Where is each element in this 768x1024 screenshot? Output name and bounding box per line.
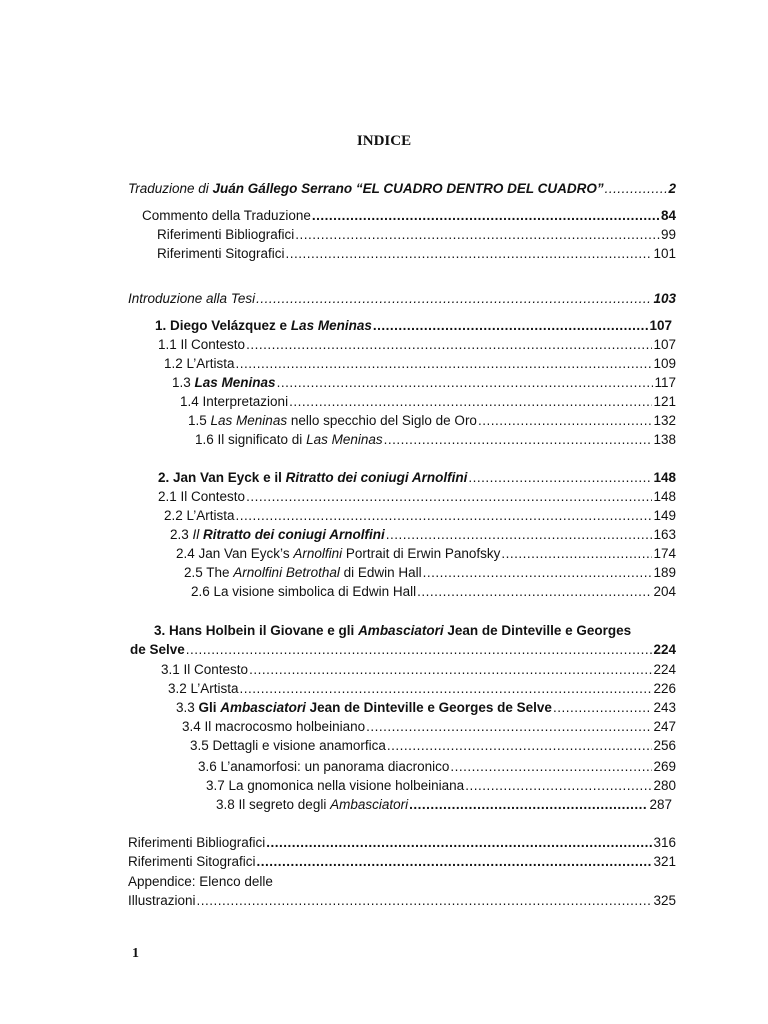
toc-entry-3-2[interactable] <box>168 680 676 698</box>
toc-entry-2-1[interactable] <box>158 488 676 506</box>
page-number: 1 <box>132 946 139 961</box>
toc-label: 3.1 Il Contesto <box>161 662 249 677</box>
toc-page: 148 <box>653 470 676 485</box>
toc-label-author: Juán Gállego Serrano <box>212 181 353 196</box>
toc-label: Riferimenti Sitografici <box>128 854 256 869</box>
dot-leader <box>373 317 649 335</box>
toc-label: 1.5 <box>188 413 211 428</box>
toc-label-rest: nello specchio del Siglo de Oro <box>287 413 477 428</box>
toc-entry-3-1[interactable] <box>161 661 676 679</box>
toc-page: 103 <box>653 291 676 306</box>
toc-label-work: “EL CUADRO DENTRO DEL CUADRO” <box>352 181 604 196</box>
toc-label: 2.4 Jan Van Eyck’s <box>176 546 294 561</box>
toc-entry-riferimenti-sitografici-finali[interactable] <box>128 853 676 871</box>
dot-leader <box>256 290 652 308</box>
toc-label: Riferimenti Bibliografici <box>128 835 266 850</box>
toc-label: 1.2 L’Artista <box>164 356 235 371</box>
toc-label-title: Las Meninas <box>290 318 372 333</box>
toc-label: 3.6 L’anamorfosi: un panorama diacronico <box>198 759 450 774</box>
toc-page: 287 <box>649 797 672 812</box>
toc-page: 243 <box>653 700 676 715</box>
toc-page: 226 <box>653 681 676 696</box>
toc-page: 107 <box>649 318 672 333</box>
toc-label-article: Gli <box>198 700 221 715</box>
dot-leader <box>286 245 653 263</box>
toc-label: de Selve <box>130 642 185 657</box>
dot-leader <box>450 758 652 776</box>
toc-page: 189 <box>653 565 676 580</box>
dot-leader <box>246 488 652 506</box>
toc-page: 148 <box>653 489 676 504</box>
toc-page: 84 <box>660 208 676 223</box>
toc-label: 3.4 Il macrocosmo holbeiniano <box>182 719 366 734</box>
toc-label-rest: Jean de Dinteville e Georges de Selve <box>305 700 552 715</box>
toc-entry-introduzione[interactable] <box>128 290 676 308</box>
toc-page: 138 <box>653 432 676 447</box>
toc-label-title: Las Meninas <box>210 413 288 428</box>
toc-chapter-2[interactable] <box>158 469 676 487</box>
toc-label: 2.3 <box>170 527 193 542</box>
toc-page: 325 <box>653 893 676 908</box>
toc-entry-3-5[interactable] <box>190 737 676 755</box>
toc-page: 109 <box>653 356 676 371</box>
toc-entry-2-2[interactable] <box>164 507 676 525</box>
toc-entry-appendice-line1[interactable]: Appendice: Elenco delle <box>128 874 273 889</box>
toc-label-article: Il <box>192 527 204 542</box>
toc-label-title: Ambasciatori <box>330 797 409 812</box>
dot-leader <box>409 796 648 814</box>
toc-page: 316 <box>653 835 676 850</box>
toc-label: 1.1 Il Contesto <box>158 337 246 352</box>
dot-leader <box>295 226 660 244</box>
toc-page: 132 <box>653 413 676 428</box>
toc-page: 121 <box>653 394 676 409</box>
dot-leader <box>312 207 660 225</box>
toc-label: Traduzione di <box>128 181 213 196</box>
toc-label: 2.2 L’Artista <box>164 508 235 523</box>
toc-chapter-3[interactable] <box>130 641 676 659</box>
toc-entry-3-8[interactable] <box>216 796 672 814</box>
dot-leader <box>553 699 653 717</box>
toc-page: 280 <box>653 778 676 793</box>
toc-page: 256 <box>653 738 676 753</box>
toc-entry-appendice[interactable] <box>128 892 676 910</box>
dot-leader <box>465 777 652 795</box>
toc-chapter-1[interactable] <box>155 317 672 335</box>
toc-label: 3.7 La gnomonica nella visione holbeiniana <box>206 778 465 793</box>
dot-leader <box>387 737 653 755</box>
toc-entry-2-3[interactable] <box>170 526 676 544</box>
toc-entry-riferimenti-bibliografici[interactable] <box>157 226 676 244</box>
toc-entry-riferimenti-sitografici[interactable] <box>157 245 676 263</box>
toc-label-title: Arnolfini Betrothal <box>233 565 340 580</box>
toc-label: 1.4 Interpretazioni <box>180 394 289 409</box>
toc-entry-3-7[interactable] <box>206 777 676 795</box>
toc-page: 2 <box>668 181 676 196</box>
toc-label: 3.3 <box>176 700 199 715</box>
toc-label-rest: di Edwin Hall <box>339 565 422 580</box>
toc-label-rest: Portrait di Erwin Panofsky <box>342 546 501 561</box>
dot-leader <box>501 545 652 563</box>
toc-label: Riferimenti Bibliografici <box>157 227 295 242</box>
toc-label-rest: Jean de Dinteville e Georges <box>443 623 632 638</box>
toc-label-title: Ritratto dei coniugi Arnolfini <box>285 470 468 485</box>
toc-entry-2-6[interactable] <box>191 583 676 601</box>
dot-leader <box>236 355 653 373</box>
toc-label: 3. Hans Holbein il Giovane e gli <box>154 623 359 638</box>
dot-leader <box>605 180 668 198</box>
toc-label-title: Ambasciatori <box>220 700 306 715</box>
dot-leader <box>386 526 653 544</box>
toc-entry-1-2[interactable] <box>164 355 676 373</box>
toc-label: Illustrazioni <box>128 893 196 908</box>
dot-leader <box>249 661 652 679</box>
toc-label: 2.6 La visione simbolica di Edwin Hall <box>191 584 417 599</box>
dot-leader <box>468 469 652 487</box>
dot-leader <box>186 641 653 659</box>
toc-label-title: Ritratto dei coniugi Arnolfini <box>203 527 385 542</box>
toc-entry-1-1[interactable] <box>158 336 676 354</box>
toc-entry-3-6[interactable] <box>198 758 676 776</box>
toc-entry-1-6[interactable] <box>195 431 676 449</box>
toc-entry-3-4[interactable] <box>182 718 676 736</box>
toc-entry-1-4[interactable] <box>180 393 676 411</box>
dot-leader <box>197 892 653 910</box>
dot-leader <box>417 583 652 601</box>
toc-page: 247 <box>653 719 676 734</box>
toc-page: 163 <box>653 527 676 542</box>
toc-page: 107 <box>653 337 676 352</box>
dot-leader <box>240 680 653 698</box>
dot-leader <box>236 507 653 525</box>
dot-leader <box>366 718 652 736</box>
toc-label: Riferimenti Sitografici <box>157 246 285 261</box>
toc-label: 1. Diego Velázquez e <box>155 318 291 333</box>
toc-entry-2-4[interactable] <box>176 545 676 563</box>
toc-label: 3.8 Il segreto degli <box>216 797 331 812</box>
toc-page: 149 <box>653 508 676 523</box>
dot-leader <box>246 336 652 354</box>
toc-page: 224 <box>653 642 676 657</box>
toc-page: 117 <box>654 375 676 390</box>
toc-label-title: Arnolfini <box>293 546 343 561</box>
toc-label: Commento della Traduzione <box>142 208 311 223</box>
toc-entry-commento[interactable] <box>142 207 676 225</box>
toc-entry-1-5[interactable] <box>188 412 676 430</box>
toc-entry-1-3[interactable] <box>172 374 676 392</box>
toc-label-title: Las Meninas <box>194 375 276 390</box>
toc-label-title: Las Meninas <box>306 432 383 447</box>
toc-page: 269 <box>653 759 676 774</box>
index-title: INDICE <box>356 133 412 149</box>
dot-leader <box>277 374 654 392</box>
dot-leader <box>257 853 653 871</box>
toc-label: 2.5 The <box>184 565 234 580</box>
toc-label: 3.5 Dettagli e visione anamorfica <box>190 738 386 753</box>
toc-page: 224 <box>653 662 676 677</box>
dot-leader <box>423 564 653 582</box>
toc-label: 2.1 Il Contesto <box>158 489 246 504</box>
dot-leader <box>266 834 652 852</box>
toc-page: 174 <box>653 546 676 561</box>
toc-label: 3.2 L’Artista <box>168 681 239 696</box>
toc-page: 101 <box>653 246 676 261</box>
toc-label: 1.3 <box>172 375 195 390</box>
toc-entry-3-3[interactable] <box>176 699 676 717</box>
toc-label: Introduzione alla Tesi <box>128 291 256 306</box>
toc-label-title: Ambasciatori <box>358 623 444 638</box>
dot-leader <box>289 393 652 411</box>
toc-chapter-3-line1[interactable] <box>154 622 631 640</box>
toc-label: 2. Jan Van Eyck e il <box>158 470 286 485</box>
toc-label: 1.6 Il significato di <box>195 432 307 447</box>
toc-entry-riferimenti-bibliografici-finali[interactable] <box>128 834 676 852</box>
toc-page: 204 <box>653 584 676 599</box>
dot-leader <box>478 412 653 430</box>
toc-entry-2-5[interactable] <box>184 564 676 582</box>
toc-page: 321 <box>653 854 676 869</box>
toc-entry-traduzione[interactable] <box>128 180 676 198</box>
toc-page: 99 <box>660 227 676 242</box>
dot-leader <box>384 431 653 449</box>
